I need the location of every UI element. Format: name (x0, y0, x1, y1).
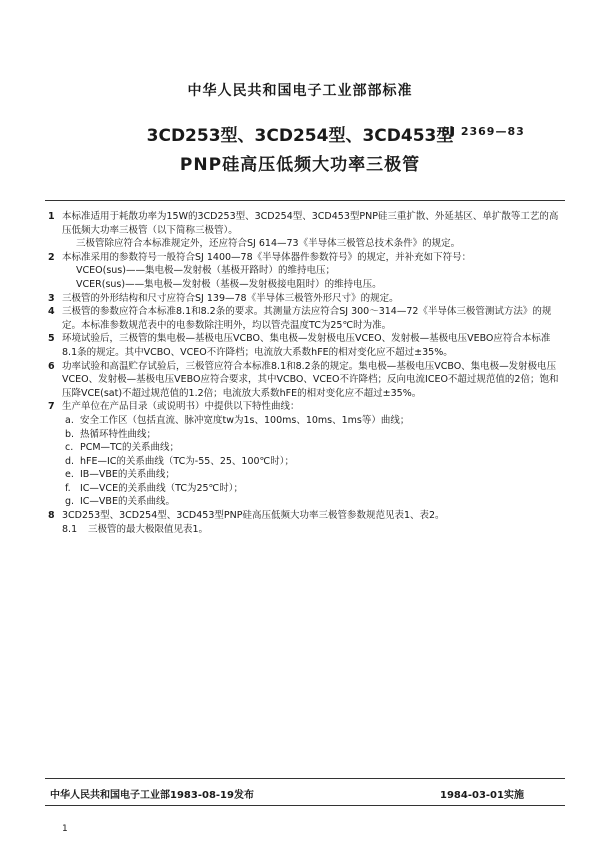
curve-item-label: g. (65, 496, 75, 508)
clause-text: 3CD253型、3CD254型、3CD453型PNP硅高压低频大功率三极管参数规范见表1、表2。 (62, 510, 445, 522)
clause-1-note (62, 237, 562, 251)
symbol-definition (62, 278, 562, 292)
clause-5 (48, 332, 562, 359)
effective-date: 1984-03-01实施 (440, 790, 524, 801)
clause-number: 4 (48, 306, 55, 318)
clause-number: 8 (48, 510, 55, 522)
clause-text: 三极管的最大极限值见表1。 (88, 523, 209, 535)
curve-item-label: e. (65, 469, 74, 481)
curve-item-text: IC—VCE的关系曲线（TC为25℃时）； (80, 482, 243, 494)
curve-item (62, 468, 562, 482)
clause-1 (48, 210, 562, 237)
issue-date: 中华人民共和国电子工业部1983-08-19发布 (50, 790, 254, 801)
curve-item-label: f. (65, 482, 71, 494)
clause-text: 生产单位在产品目录（或说明书）中提供以下特性曲线： (62, 401, 300, 413)
clause-number: 1 (48, 211, 55, 222)
clause-6 (48, 360, 562, 401)
clause-text: 本标准适用于耗散功率为15W的3CD253型、3CD254型、3CD453型PNP硅三重扩散、外延基区、单扩散等工艺的高压低频大功率三极管（以下简称三极管）。 (62, 211, 559, 236)
clause-2 (48, 251, 562, 265)
footer-bottom-divider (45, 805, 565, 806)
curve-item-text: IB—VBE的关系曲线； (80, 469, 175, 481)
curve-item-label: c. (65, 442, 74, 454)
clause-text: VCER(sus)——集电极—发射极（基极—发射极接电阻时）的维持电压。 (76, 278, 382, 290)
curve-item-label: b. (65, 428, 75, 440)
clause-text: 三极管除应符合本标准规定外，还应符合SJ 614—73《半导体三极管总技术条件》的规定。 (76, 238, 461, 250)
clause-number: 3 (48, 292, 55, 304)
clause-4 (48, 305, 562, 332)
curve-item-label: d. (65, 455, 75, 467)
clause-number: 7 (48, 401, 55, 413)
clause-number: 5 (48, 333, 55, 345)
clause-8-1 (62, 523, 562, 537)
clause-number: 6 (48, 360, 55, 372)
curve-item-label: a. (65, 414, 74, 426)
header-divider (45, 200, 565, 201)
document-body (48, 210, 562, 536)
clause-7 (48, 400, 562, 414)
curve-item-text: 热循环特性曲线； (80, 428, 157, 440)
curve-item-text: PCM—TC的关系曲线； (80, 442, 179, 454)
curve-item-text: 安全工作区（包括直流、脉冲宽度tw为1s、100ms、10ms、1ms等）曲线； (80, 414, 410, 426)
curve-item (62, 428, 562, 442)
footer-divider (45, 778, 565, 779)
document-title-line2: PNP硅高压低频大功率三极管 (179, 155, 421, 175)
curve-item-text: hFE—IC的关系曲线（TC为-55、25、100℃时）； (80, 455, 294, 467)
curve-item-text: IC—VBE的关系曲线。 (80, 496, 175, 508)
page-number: 1 (62, 824, 68, 834)
standard-number: SJ 2369—83 (442, 125, 525, 138)
curve-item (62, 482, 562, 496)
clause-text: 三极管的参数应符合本标准8.1和8.2条的要求。其测量方法应符合SJ 300～314—72《半导体三极管测试方法》的规定。本标准参数规范表中的电参数除注明外，均以管壳温度TC为25℃时为准。 (62, 306, 552, 331)
clause-text: VCEO(sus)——集电极—发射极（基极开路时）的维持电压； (76, 265, 335, 277)
document-title-line1: 3CD253型、3CD254型、3CD453型 (146, 126, 454, 146)
clause-3 (48, 292, 562, 306)
clause-number: 8.1 (62, 523, 78, 535)
curve-item (62, 495, 562, 509)
symbol-definition (62, 264, 562, 278)
curve-item (62, 414, 562, 428)
curve-item (62, 441, 562, 455)
clause-text: 本标准采用的参数符号一般符合SJ 1400—78《半导体器件参数符号》的规定，并补充如下符号： (62, 251, 472, 263)
clause-number: 2 (48, 251, 55, 263)
issuing-organization: 中华人民共和国电子工业部部标准 (187, 83, 413, 99)
clause-8 (48, 509, 562, 523)
curve-item (62, 455, 562, 469)
clause-text: 三极管的外形结构和尺寸应符合SJ 139—78《半导体三极管外形尺寸》的规定。 (62, 292, 399, 304)
clause-text: 环境试验后，三极管的集电极—基极电压VCBO、集电极—发射极电压VCEO、发射极—基极电压VEBO应符合本标准8.1条的规定。其中VCBO、VCEO不许降档；电流放大系数hFE的相对变化应不超过±35%。 (62, 333, 551, 358)
clause-text: 功率试验和高温贮存试验后，三极管应符合本标准8.1和8.2条的规定。集电极—基极电压VCBO、集电极—发射极电压VCEO、发射极—基极电压VEBO应符合要求，其中VCBO、VCEO不许降档；反向电流ICEO不超过规范值的2倍；饱和压降VCE(sat)不超过规范值的1.2倍；电流放大系数hFE的相对变化应不超过±35%。 (62, 360, 559, 399)
